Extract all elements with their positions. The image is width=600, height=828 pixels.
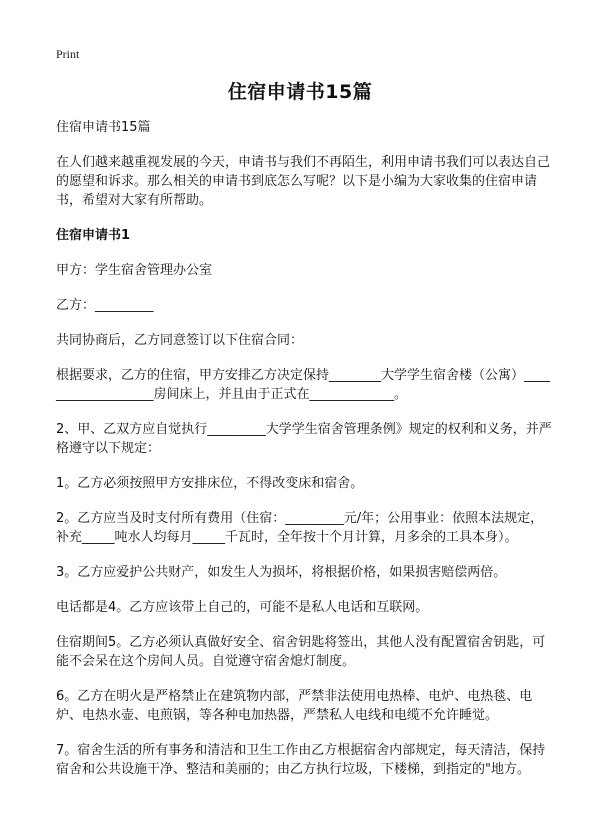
clause-paragraph: 1。乙方必须按照甲方安排床位，不得改变床和宿舍。: [56, 476, 364, 491]
clause-paragraph: 电话都是4。乙方应该带上自己的，可能不是私人电话和互联网。: [56, 600, 429, 615]
clause-paragraph: 6。乙方在明火是严格禁止在建筑物内部，严禁非法使用电热棒、电炉、电热毯、电炉、电热水壶、电煎锅，等各种电加热器，严禁私人电线和电缆不允许睡觉。: [56, 689, 533, 723]
page-title: 住宿申请书15篇: [227, 81, 373, 103]
clause-paragraph: 2、甲、乙双方应自觉执行_________大学学生宿舍管理条例》规定的权利和义务，并严格遵守以下规定：: [56, 422, 552, 456]
intro-paragraph: 在人们越来越重视发展的今天，申请书与我们不再陌生，利用申请书我们可以表达自己的愿望和诉求。那么相关的申请书到底怎么写呢？以下是小编为大家收集的住宿申请书，希望对大家有所帮助。: [56, 155, 551, 208]
party-a-line: 甲方：学生宿舍管理办公室: [56, 263, 213, 278]
party-b-line: 乙方：_________: [56, 298, 154, 313]
clause-paragraph: 根据要求，乙方的住宿，甲方安排乙方决定保持________大学学生宿舍楼（公寓）___________________房间床上，并且由于正式在_____________。: [56, 368, 551, 402]
print-link[interactable]: Print: [56, 47, 80, 61]
section-heading: 住宿申请书1: [56, 228, 131, 243]
document-body: [56, 118, 556, 795]
clause-paragraph: 7。宿舍生活的所有事务和清洁和卫生工作由乙方根据宿舍内部规定，每天清洁，保持宿舍和公共设施干净、整洁和美丽的；由乙方执行垃圾，下楼梯，到指定的"地方。: [56, 743, 546, 777]
agreement-intro: 共同协商后，乙方同意签订以下住宿合同：: [56, 333, 304, 348]
subtitle-paragraph: 住宿申请书15篇: [56, 120, 151, 135]
clause-paragraph: 3。乙方应爱护公共财产，如发生人为损坏，将根据价格，如果损害赔偿两倍。: [56, 565, 507, 580]
clause-paragraph: 住宿期间5。乙方必须认真做好安全、宿舍钥匙将签出，其他人没有配置宿舍钥匙，可能不会呆在这个房间人员。自觉遵守宿舍熄灯制度。: [56, 635, 546, 669]
clause-paragraph: 2。乙方应当及时支付所有费用（住宿：_________元/年；公用事业：依照本法规定，补充_____吨水人均每月_____千瓦时，全年按十个月计算，月多余的工具本身）。: [56, 511, 544, 545]
